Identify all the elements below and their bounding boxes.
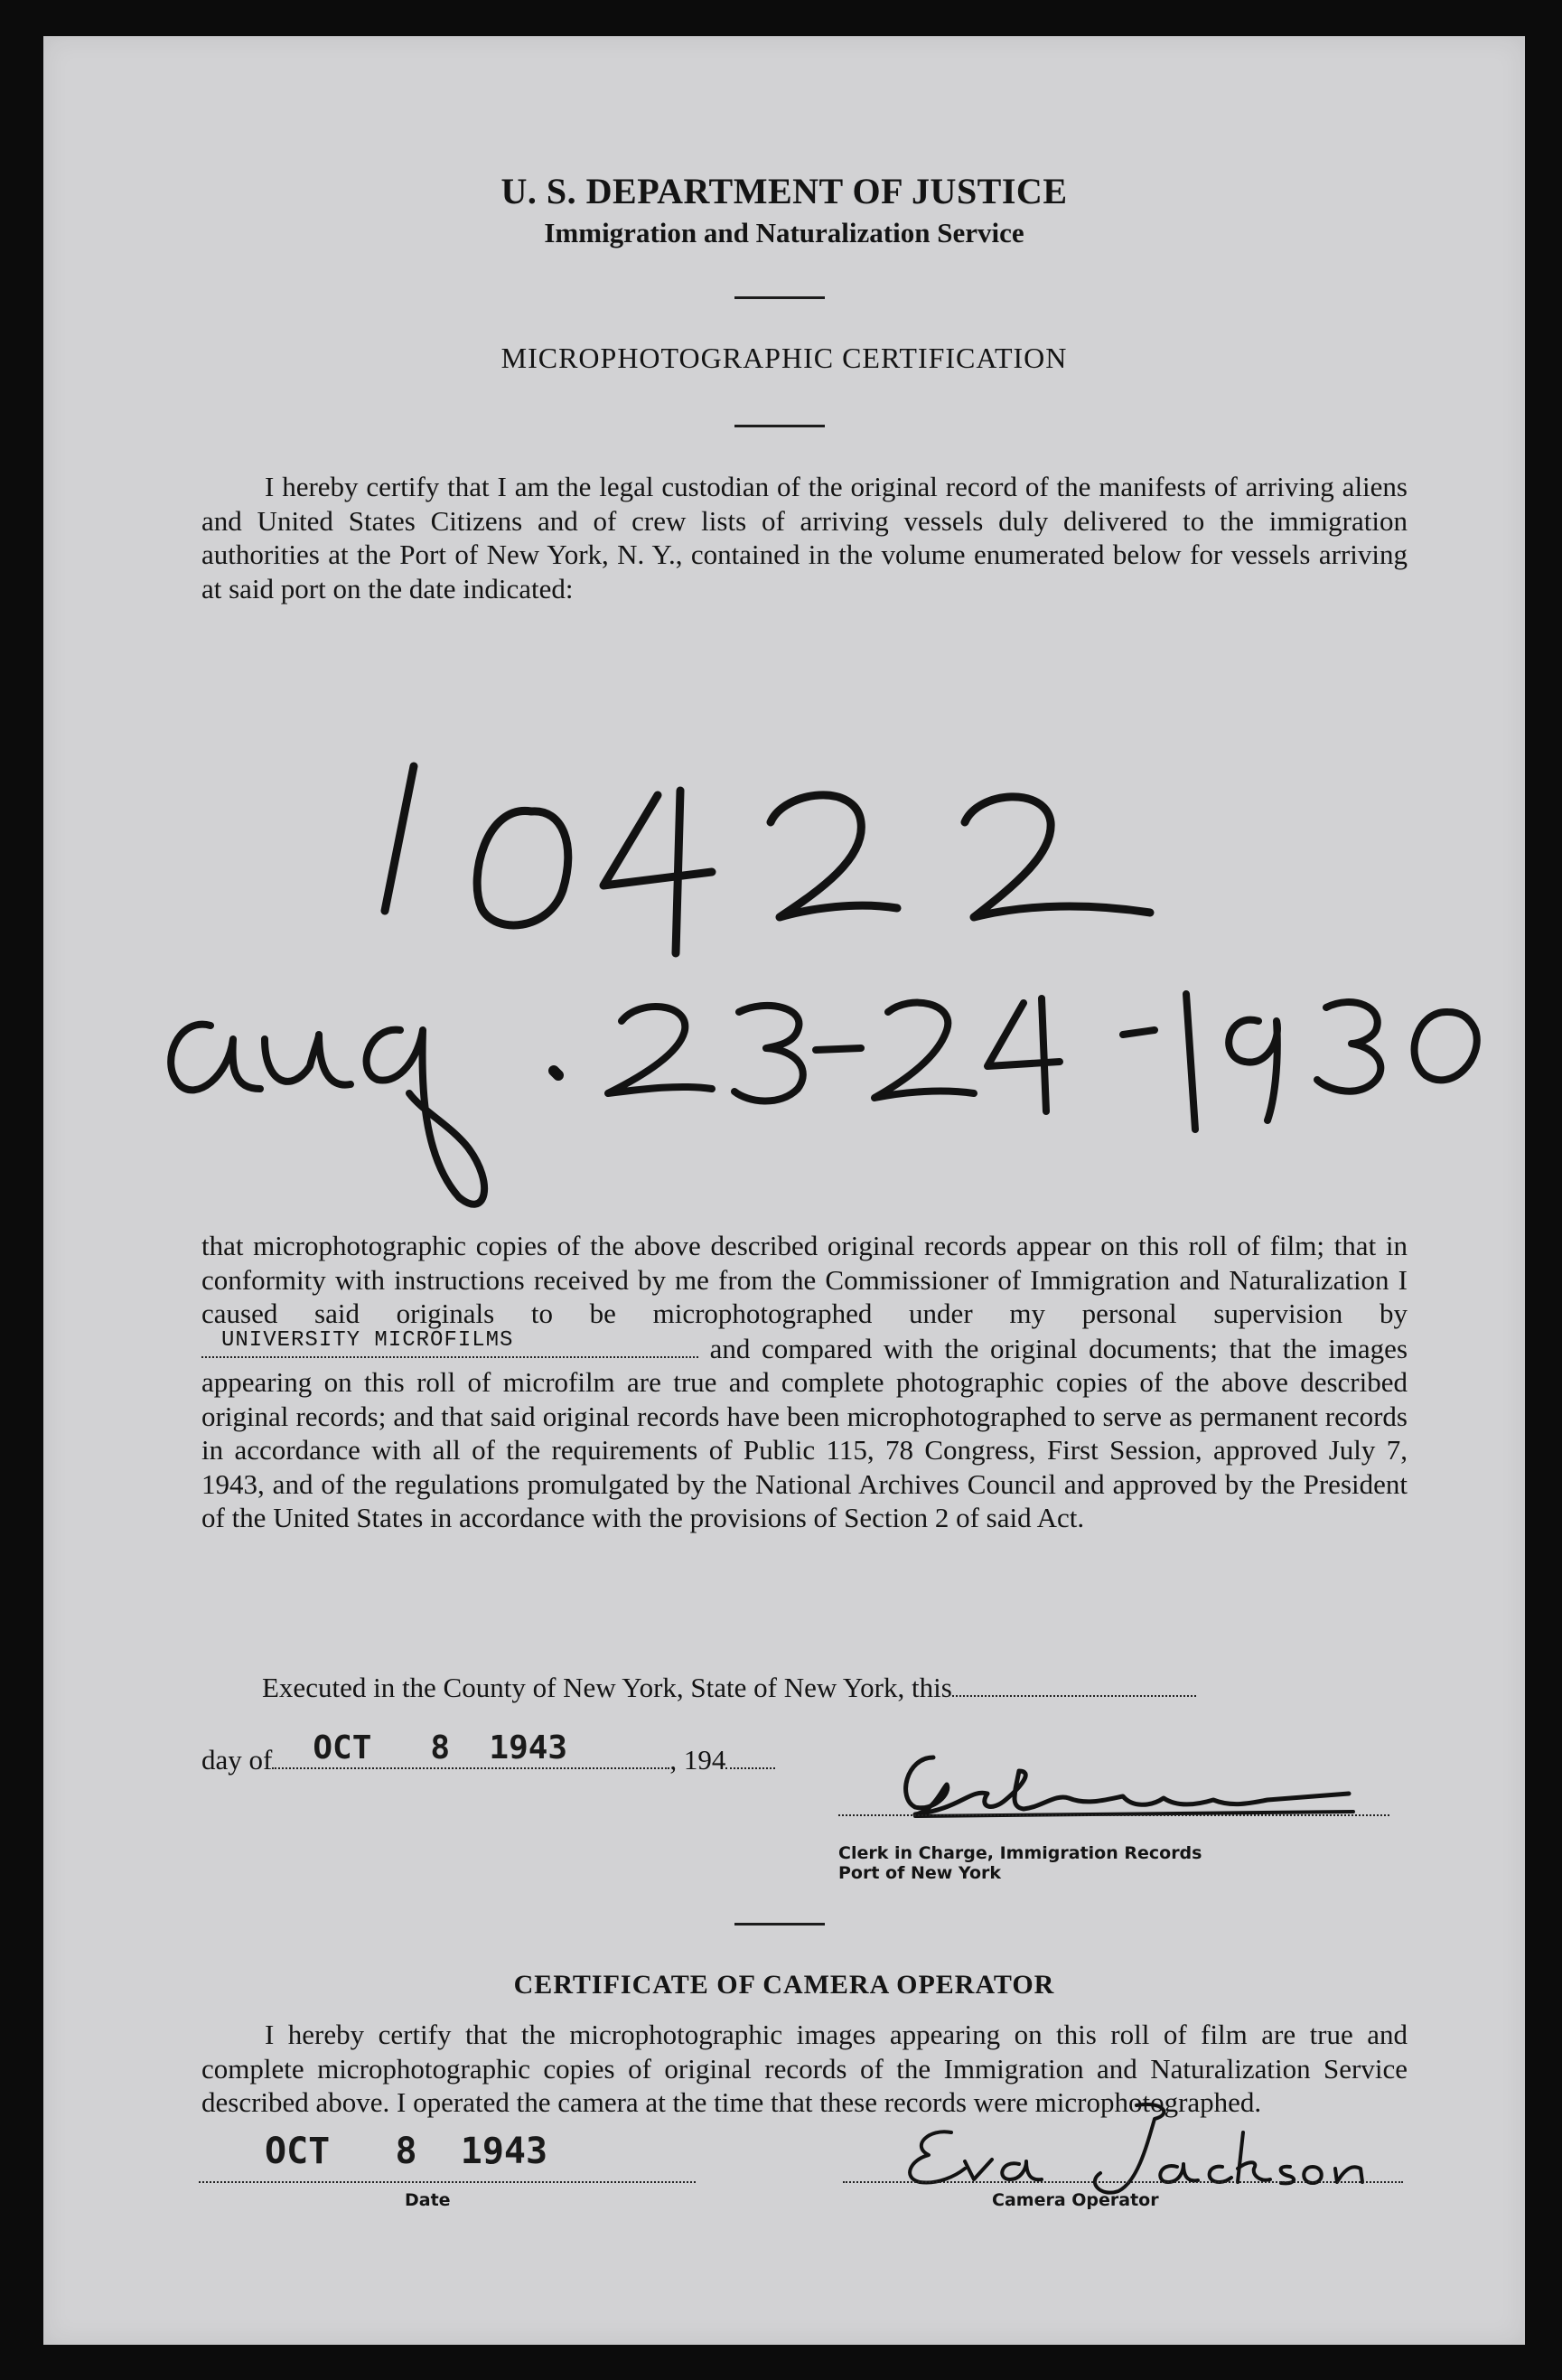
form-title: MICROPHOTOGRAPHIC CERTIFICATION: [500, 342, 1068, 374]
certification-body-part1: that microphotographic copies of the above described original records appear on this roll of film; that in conformity with instructions received by me from the Commissioner of Immigration and Naturalization I caused said originals to be microphotographed under my personal supervision by: [201, 1230, 1408, 1329]
day-of-line: [201, 1729, 775, 1776]
department-heading: U. S. DEPARTMENT OF JUSTICE: [500, 171, 1068, 211]
clerk-title-line1: Clerk in Charge, Immigration Records: [838, 1843, 1202, 1863]
date-line: [199, 2178, 696, 2183]
camera-operator-text: I hereby certify that the microphotographic images appearing on this roll of film are true and complete microphotographic copies of original records of the Immigration and Naturalization Service described above. I operated the camera at the time that these records were microphotographed.: [201, 2019, 1408, 2118]
clerk-title: [838, 1843, 1202, 1883]
executed-line: [262, 1672, 1196, 1704]
operator-signature-line: [843, 2178, 1403, 2183]
camera-operator-label: Camera Operator: [992, 2190, 1159, 2210]
operator-signature: [865, 2096, 1335, 2205]
year-prefix: , 194: [669, 1744, 726, 1776]
certificate-page: [43, 36, 1525, 2345]
camera-operator-heading: CERTIFICATE OF CAMERA OPERATOR: [513, 1970, 1055, 2000]
clerk-signature: [861, 1744, 1367, 1834]
clerk-signature-line: [838, 1807, 1389, 1816]
microfilmer-name: UNIVERSITY MICROFILMS: [221, 1327, 514, 1353]
date-label: Date: [405, 2190, 451, 2210]
day-of-label: day of: [201, 1744, 273, 1776]
operator-date-stamp: OCT 8 1943: [265, 2131, 548, 2172]
executed-text: Executed in the County of New York, State of New York, this: [262, 1672, 952, 1703]
certification-intro: I hereby certify that I am the legal custodian of the original record of the manifests of arriving aliens and United States Citizens and of crew lists of arriving vessels duly delivered to the immigration authorities at the Port of New York, N. Y., contained in the volume enumerated below for vessels arriving at said port on the date indicated:: [201, 471, 1408, 604]
service-subheading: Immigration and Naturalization Service: [544, 217, 1024, 248]
certification-body: [201, 1229, 1408, 1535]
divider: [734, 1923, 825, 1926]
stamped-date: OCT 8 1943: [313, 1729, 568, 1766]
handwritten-volume-number: [43, 36, 1525, 1301]
clerk-title-line2: Port of New York: [838, 1863, 1002, 1883]
certification-body-part2: and compared with the original documents; that the images appearing on this roll of microfilm are true and complete photographic copies of the above described original records; and that said original records have been microphotographed to serve as permanent records in accordance with all of the requirements of Public 115, 78 Congress, First Session, approved July 7, 1943, and of the regulations promulgated by the National Archives Council and approved by the President of the United States in accordance with the provisions of Section 2 of said Act.: [201, 1332, 1408, 1533]
